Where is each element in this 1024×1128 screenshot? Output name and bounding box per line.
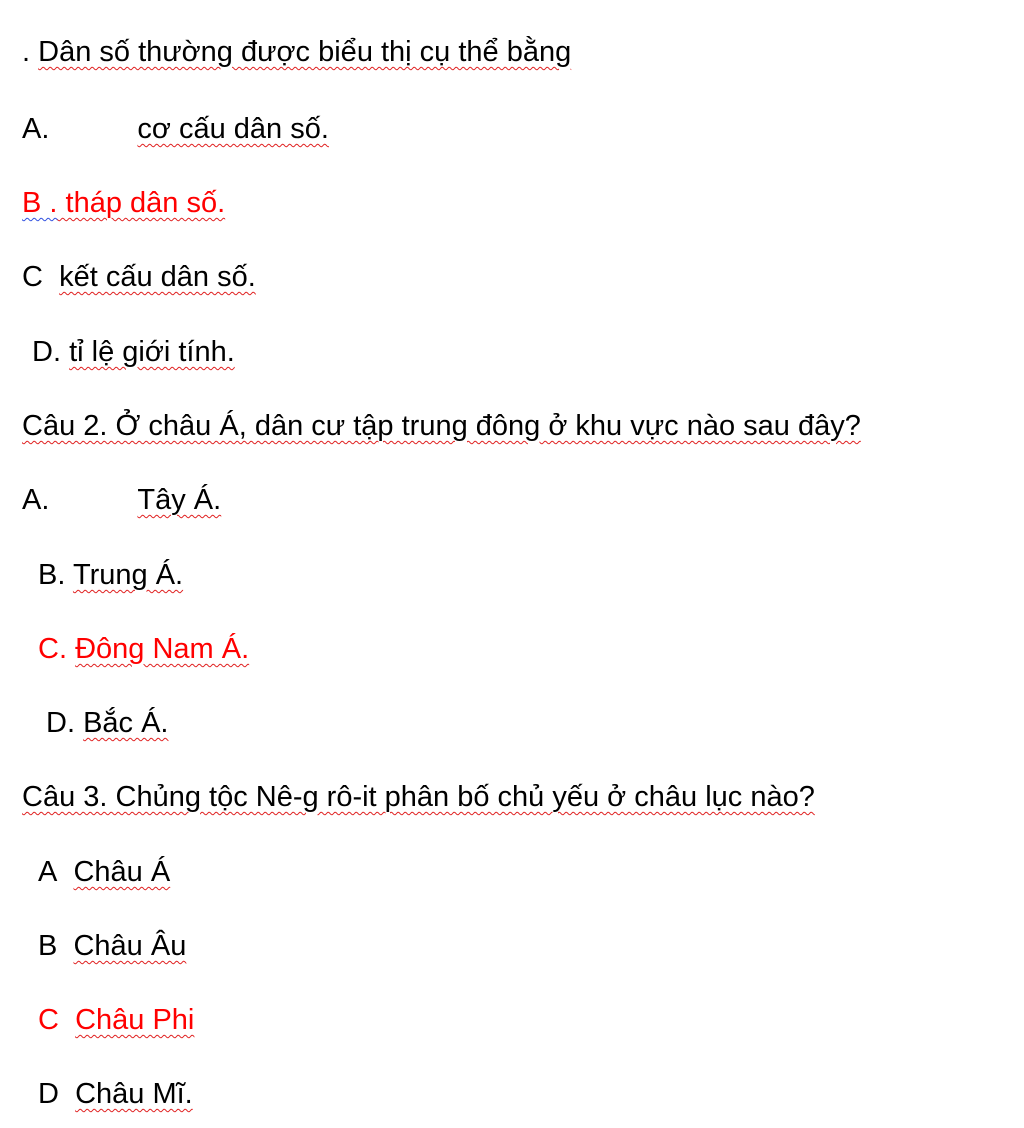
option-letter: D. — [46, 707, 75, 739]
question-3-option-a — [38, 854, 170, 890]
option-letter: B. — [38, 559, 66, 591]
option-letter: A. — [22, 484, 50, 516]
question-1-option-c — [22, 259, 256, 295]
option-text: kết cấu dân số. — [59, 261, 256, 293]
question-2-option-c-correct — [38, 631, 249, 667]
question-1 — [22, 34, 571, 70]
option-letter: C — [38, 1004, 59, 1036]
option-text: Châu Á — [73, 856, 171, 888]
option-text: Châu Phi — [75, 1004, 195, 1036]
option-letter: B . — [22, 187, 58, 219]
option-text: tháp dân số. — [57, 187, 226, 219]
option-text: Bắc Á. — [83, 707, 169, 739]
question-2 — [22, 408, 861, 444]
question-2-option-d — [46, 705, 169, 741]
question-2-option-a — [22, 482, 221, 518]
question-1-option-b-correct — [22, 185, 225, 221]
option-text: Đông Nam Á. — [75, 633, 250, 665]
question-2-text: Câu 2. Ở châu Á, dân cư tập trung đông ở khu vực nào sau đây? — [22, 410, 861, 442]
option-text: Trung Á. — [72, 559, 184, 591]
option-letter: D — [38, 1078, 59, 1110]
question-3-text: Câu 3. Chủng tộc Nê-g rô-it phân bố chủ yếu ở châu lục nào? — [22, 781, 815, 813]
option-text: cơ cấu dân số. — [137, 113, 329, 145]
option-text: Châu Âu — [73, 930, 187, 962]
option-letter: A — [38, 856, 58, 888]
option-letter: C. — [38, 633, 67, 665]
question-3-option-b — [38, 928, 186, 964]
question-1-prefix: . — [22, 36, 39, 68]
option-text: Châu Mĩ. — [75, 1078, 193, 1110]
question-3-option-d — [38, 1076, 193, 1112]
question-3-option-c-correct — [38, 1002, 194, 1038]
option-letter: B — [38, 930, 58, 962]
option-letter: D. — [32, 336, 61, 368]
question-2-option-b — [38, 557, 183, 593]
question-1-option-d — [32, 334, 235, 370]
question-1-option-a — [22, 111, 329, 147]
question-1-text: Dân số thường được biểu thị cụ thể bằng — [38, 36, 572, 68]
question-3 — [22, 779, 815, 815]
option-text: tỉ lệ giới tính. — [69, 336, 235, 368]
option-letter: C — [22, 261, 43, 293]
option-letter: A. — [22, 113, 50, 145]
option-text: Tây Á. — [137, 484, 222, 516]
